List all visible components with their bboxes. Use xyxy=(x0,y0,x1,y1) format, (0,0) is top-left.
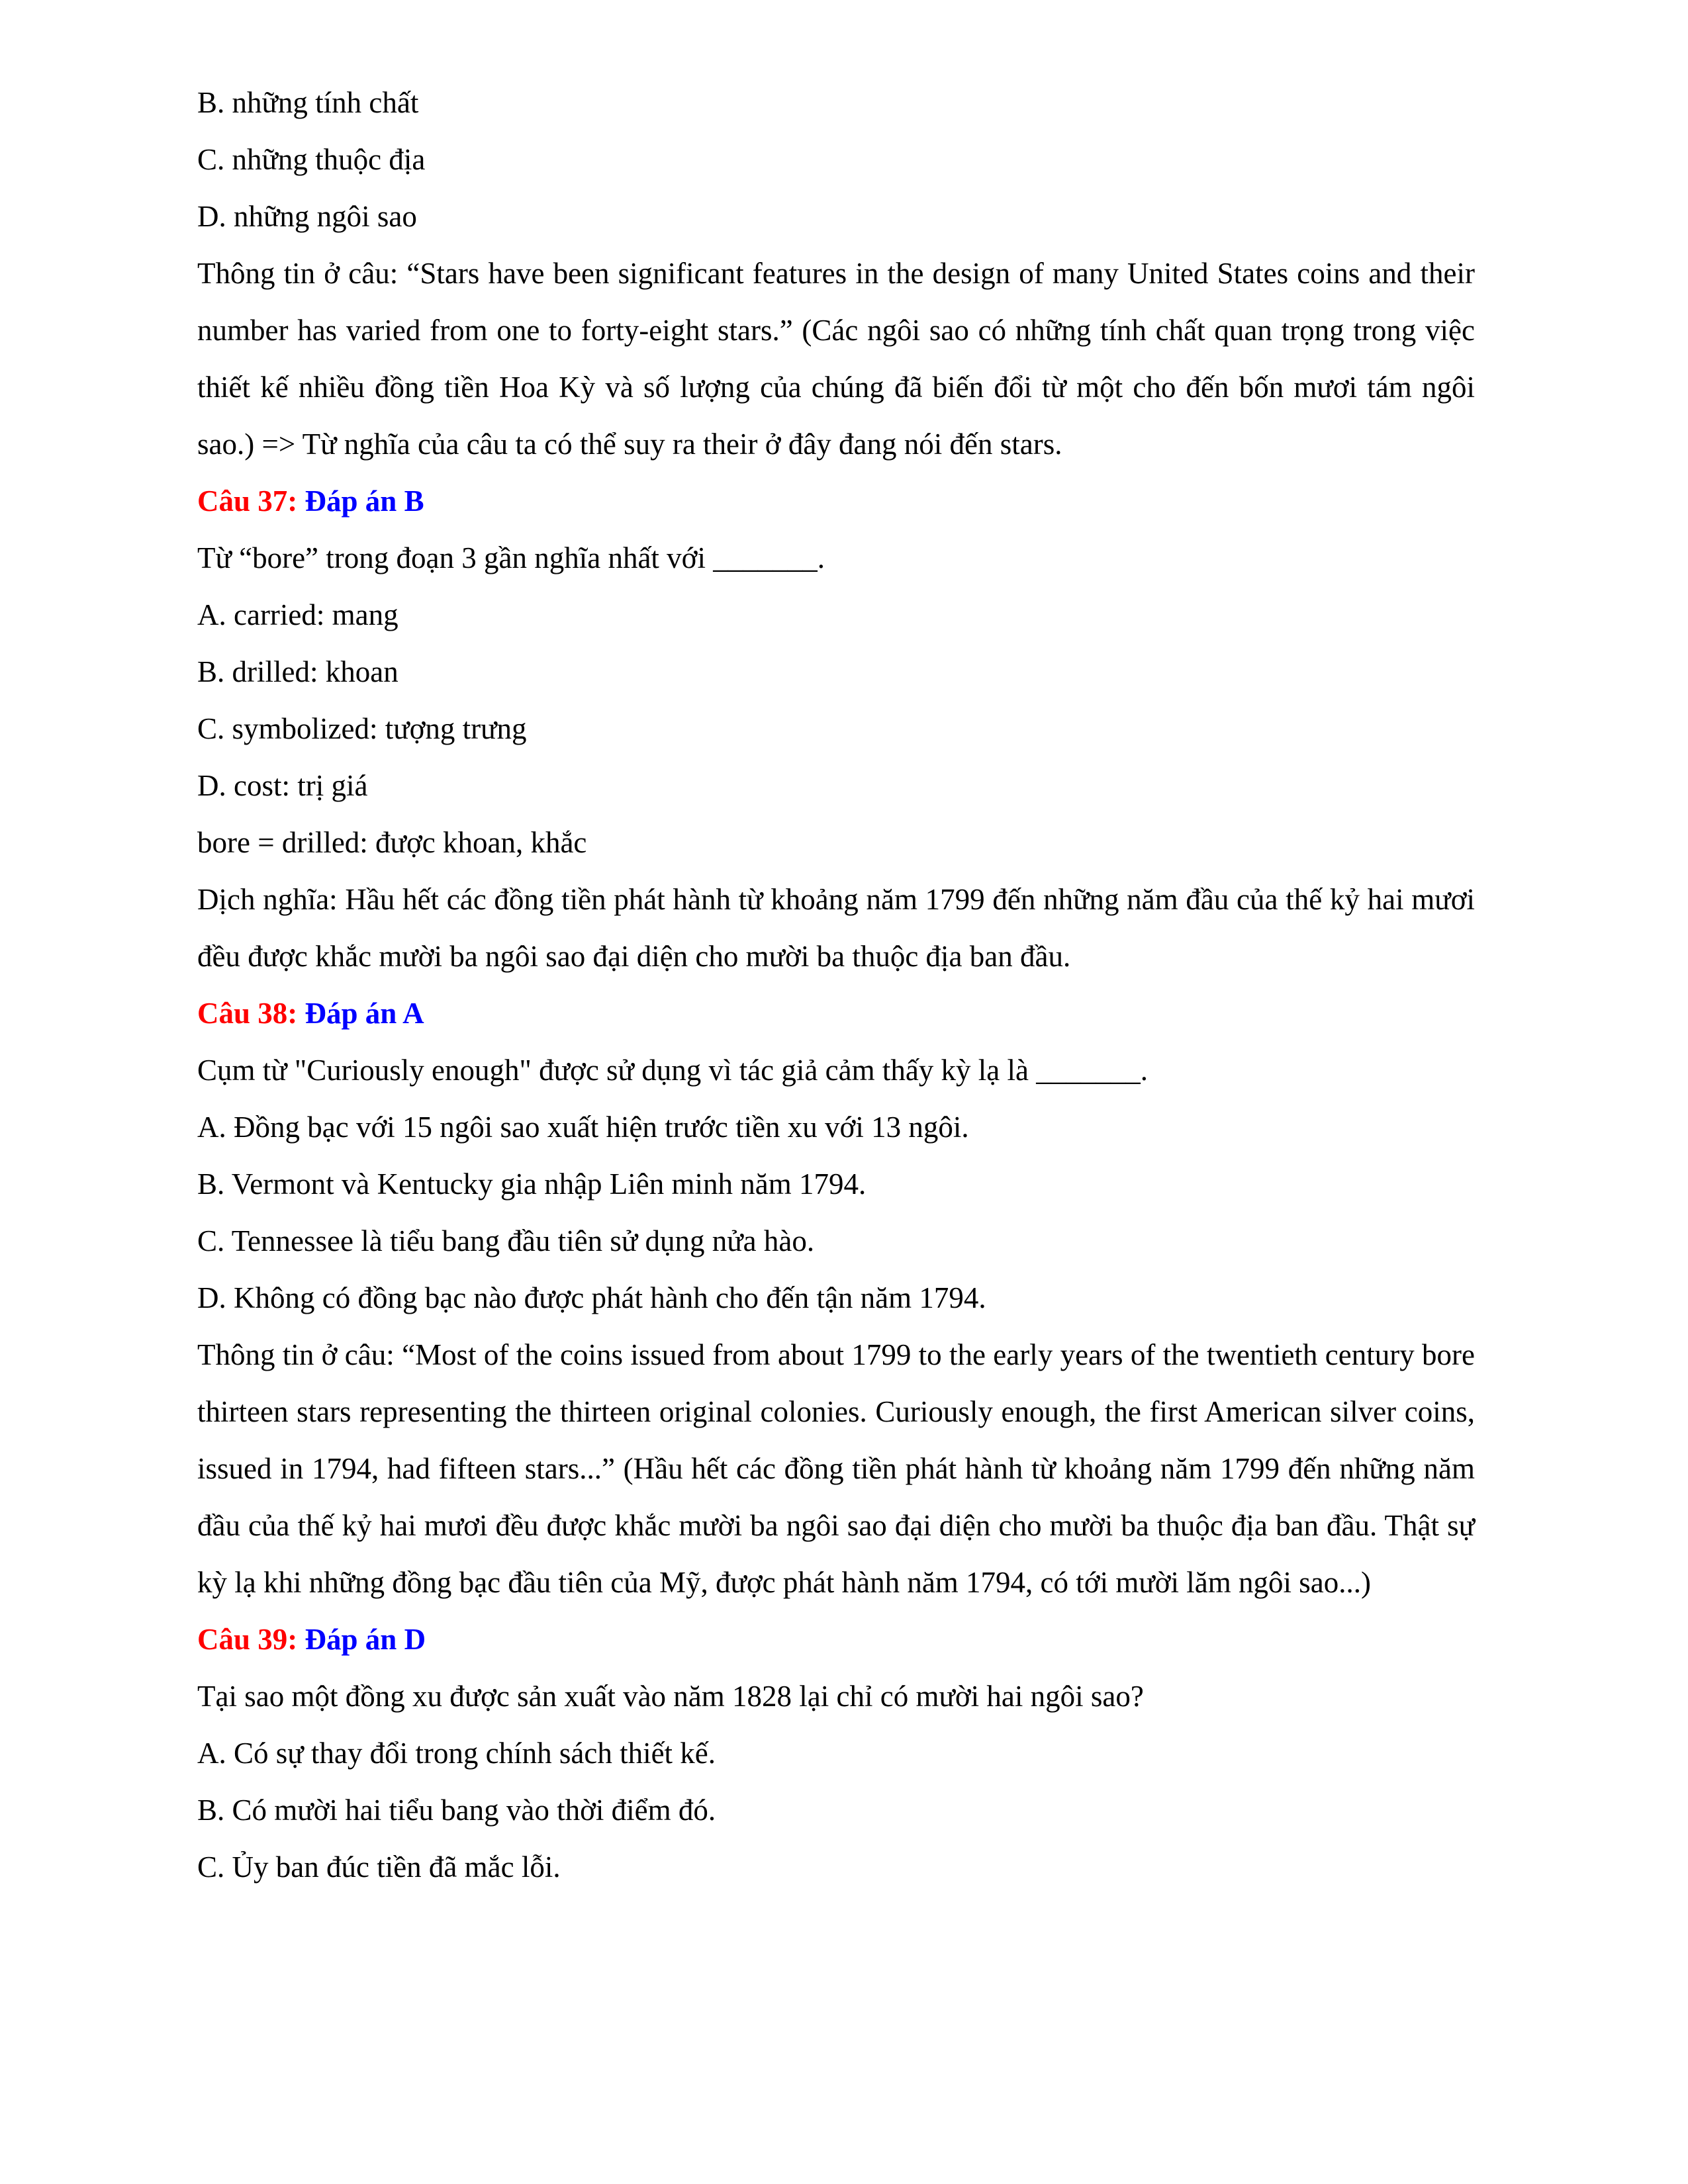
q37-heading xyxy=(197,473,1475,529)
question-37 xyxy=(197,473,1475,985)
q37-option-c: C. symbolized: tượng trưng xyxy=(197,712,527,745)
q39-label: Câu 39: xyxy=(197,1623,298,1656)
q39-answer: Đáp án D xyxy=(305,1623,426,1656)
q38-label: Câu 38: xyxy=(197,997,298,1030)
q36-option-c: C. những thuộc địa xyxy=(197,143,426,176)
q38-option-b: B. Vermont và Kentucky gia nhập Liên minh năm 1794. xyxy=(197,1167,867,1201)
q36-option-d: D. những ngôi sao xyxy=(197,200,417,233)
q36-option-b: B. những tính chất xyxy=(197,86,419,119)
q37-option-a: A. carried: mang xyxy=(197,598,399,631)
q39-question: Tại sao một đồng xu được sản xuất vào năm 1828 lại chỉ có mười hai ngôi sao? xyxy=(197,1680,1144,1713)
q37-explanation: Dịch nghĩa: Hầu hết các đồng tiền phát hành từ khoảng năm 1799 đến những năm đầu của thế kỷ hai mươi đều được khắc mười ba ngôi sao đại diện cho mười ba thuộc địa ban đầu. xyxy=(197,883,1475,973)
q37-note: bore = drilled: được khoan, khắc xyxy=(197,826,587,859)
document-page xyxy=(197,74,1475,1895)
q36-explanation: Thông tin ở câu: “Stars have been significant features in the design of many United States coins and their number has varied from one to forty-eight stars.” (Các ngôi sao có những tính chất quan trọng trong việc thiết kế nhiều đồng tiền Hoa Kỳ và số lượng của chúng đã biến đổi từ một cho đến bốn mươi tám ngôi sao.) => Từ nghĩa của câu ta có thể suy ra their ở đây đang nói đến stars. xyxy=(197,257,1475,461)
q38-question: Cụm từ "Curiously enough" được sử dụng vì tác giả cảm thấy kỳ lạ là _______. xyxy=(197,1054,1149,1087)
question-38 xyxy=(197,985,1475,1611)
q38-option-c: C. Tennessee là tiểu bang đầu tiên sử dụng nửa hào. xyxy=(197,1224,815,1257)
question-36-tail xyxy=(197,74,1475,473)
q38-heading xyxy=(197,985,1475,1042)
q39-option-a: A. Có sự thay đổi trong chính sách thiết kế. xyxy=(197,1737,716,1770)
q39-option-c: C. Ủy ban đúc tiền đã mắc lỗi. xyxy=(197,1850,561,1884)
question-39 xyxy=(197,1611,1475,1895)
q38-explanation: Thông tin ở câu: “Most of the coins issued from about 1799 to the early years of the twentieth century bore thirteen stars representing the thirteen original colonies. Curiously enough, the first American silver coins, issued in 1794, had fifteen stars...” (Hầu hết các đồng tiền phát hành từ khoảng năm 1799 đến những năm đầu của thế kỷ hai mươi đều được khắc mười ba ngôi sao đại diện cho mười ba thuộc địa ban đầu. Thật sự kỳ lạ khi những đồng bạc đầu tiên của Mỹ, được phát hành năm 1794, có tới mười lăm ngôi sao...) xyxy=(197,1338,1475,1599)
q38-answer: Đáp án A xyxy=(305,997,424,1030)
q37-answer: Đáp án B xyxy=(305,484,424,518)
q38-option-d: D. Không có đồng bạc nào được phát hành cho đến tận năm 1794. xyxy=(197,1281,986,1314)
q37-label: Câu 37: xyxy=(197,484,298,518)
q37-option-b: B. drilled: khoan xyxy=(197,655,399,688)
q37-question: Từ “bore” trong đoạn 3 gần nghĩa nhất với _______. xyxy=(197,541,825,574)
q37-option-d: D. cost: trị giá xyxy=(197,769,368,802)
q39-option-b: B. Có mười hai tiểu bang vào thời điểm đó. xyxy=(197,1794,716,1827)
q38-option-a: A. Đồng bạc với 15 ngôi sao xuất hiện trước tiền xu với 13 ngôi. xyxy=(197,1111,969,1144)
q39-heading xyxy=(197,1611,1475,1668)
